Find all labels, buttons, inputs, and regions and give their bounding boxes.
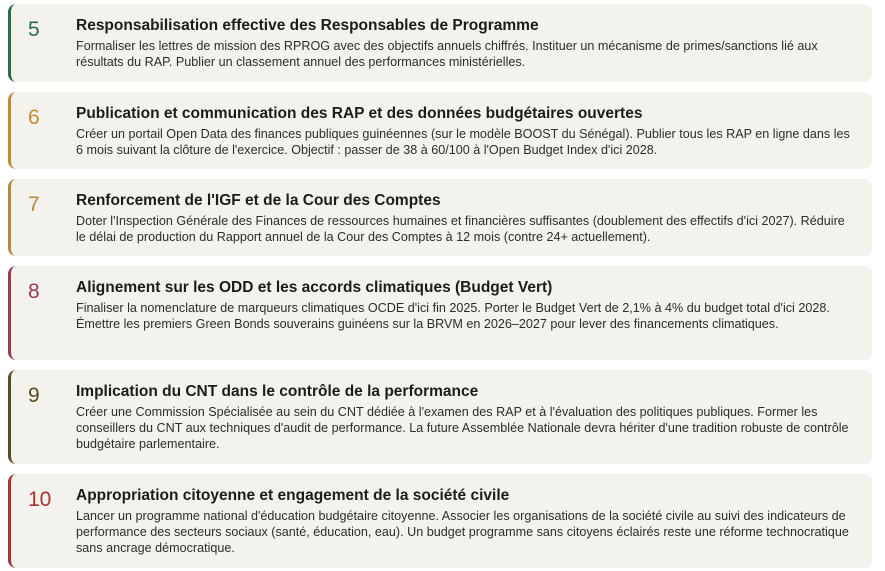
- recommendation-card: [8, 179, 872, 256]
- recommendation-card: [8, 266, 872, 360]
- recommendation-number: 10: [28, 488, 52, 511]
- recommendation-content: [76, 278, 852, 332]
- recommendation-title: Renforcement de l'IGF et de la Cour des Comptes: [76, 192, 441, 209]
- recommendation-description: Créer une Commission Spécialisée au sein du CNT dédiée à l'examen des RAP et à l'évaluation des politiques publiques. Former les conseillers du CNT aux techniques d'audit de performance. La future Assemblée Nationale devra hériter d'une tradition robuste de contrôle budgétaire parlementaire.: [76, 405, 849, 451]
- recommendation-content: [76, 191, 852, 245]
- recommendation-title: Publication et communication des RAP et des données budgétaires ouvertes: [76, 105, 643, 122]
- recommendation-number: 5: [28, 18, 40, 41]
- recommendation-content: [76, 382, 852, 452]
- recommendation-card: [8, 4, 872, 82]
- recommendation-title: Appropriation citoyenne et engagement de la société civile: [76, 487, 510, 504]
- recommendation-card: [8, 92, 872, 169]
- recommendation-description: Créer un portail Open Data des finances publiques guinéennes (sur le modèle BOOST du Sénégal). Publier tous les RAP en ligne dans les 6 mois suivant la clôture de l'exercice. Objectif : passer de 38 à 60/100 à l'Open Budget Index d'ici 2028.: [76, 127, 850, 157]
- recommendation-card: [8, 474, 872, 568]
- recommendation-title: Alignement sur les ODD et les accords climatiques (Budget Vert): [76, 279, 553, 296]
- recommendation-number: 8: [28, 280, 40, 303]
- recommendation-content: [76, 486, 852, 556]
- recommendation-number: 9: [28, 384, 40, 407]
- recommendation-content: [76, 16, 852, 70]
- recommendation-number: 6: [28, 106, 40, 129]
- recommendation-description: Lancer un programme national d'éducation budgétaire citoyenne. Associer les organisations de la société civile au suivi des indicateurs de performance des secteurs sociaux (santé, éducation, eau). Un budget programme sans citoyens éclairés reste une réforme technocratique sans ancrage démocratique.: [76, 509, 849, 555]
- recommendation-description: Formaliser les lettres de mission des RPROG avec des objectifs annuels chiffrés. Instituer un mécanisme de primes/sanctions lié aux résultats du RAP. Publier un classement annuel des performances ministérielles.: [76, 39, 818, 69]
- recommendation-description: Finaliser la nomenclature de marqueurs climatiques OCDE d'ici fin 2025. Porter le Budget Vert de 2,1% à 4% du budget total d'ici 2028. Émettre les premiers Green Bonds souverains guinéens sur la BRVM en 2026–2027 pour lever des financements climatiques.: [76, 301, 830, 331]
- recommendation-number: 7: [28, 193, 40, 216]
- recommendation-card: [8, 370, 872, 464]
- recommendation-description: Doter l'Inspection Générale des Finances de ressources humaines et financières suffisantes (doublement des effectifs d'ici 2027). Réduire le délai de production du Rapport annuel de la Cour des Comptes à 12 mois (contre 24+ actuellement).: [76, 214, 845, 244]
- recommendation-title: Implication du CNT dans le contrôle de la performance: [76, 383, 479, 400]
- recommendation-title: Responsabilisation effective des Responsables de Programme: [76, 17, 539, 34]
- recommendation-content: [76, 104, 852, 158]
- recommendations-list: [8, 4, 872, 568]
